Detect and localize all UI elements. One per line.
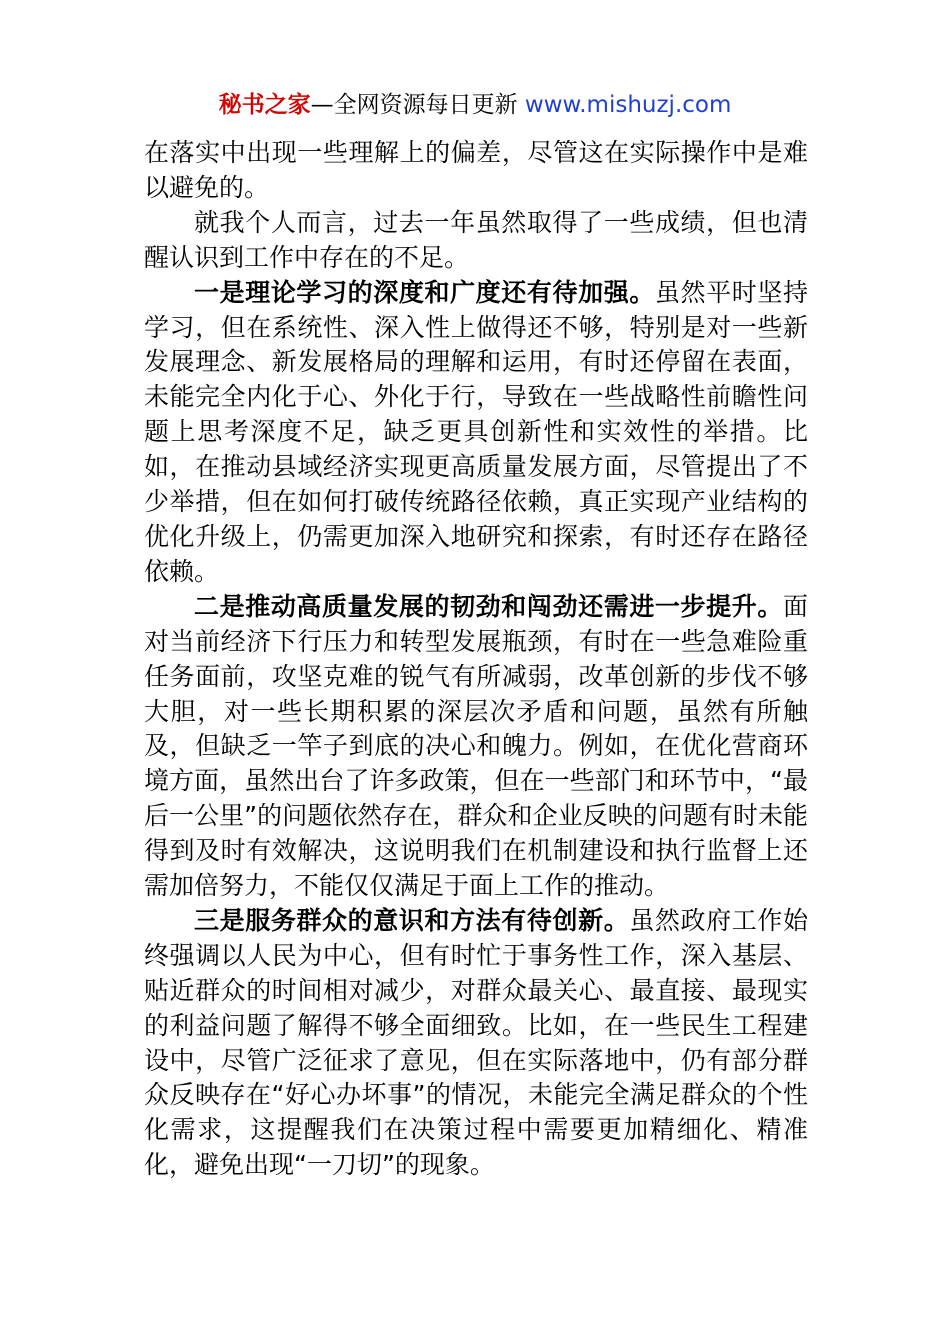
paragraph-intro [144,206,808,276]
paragraph-text: 面对当前经济下行压力和转型发展瓶颈，有时在一些急难险重任务面前，攻坚克难的锐气有所减弱，改革创新的步伐不够大胆，对一些长期积累的深层次矛盾和问题，虽然有所触及，但缺乏一竿子到底的决心和魄力。例如，在优化营商环境方面，虽然出台了许多政策，但在一些部门和环节中，“最后一公里”的问题依然存在，群众和企业反映的问题有时未能得到及时有效解决，这说明我们在机制建设和执行监督上还需加倍努力，不能仅仅满足于面上工作的推动。 [144,591,808,901]
paragraph-text: 虽然平时坚持学习，但在系统性、深入性上做得还不够，特别是对一些新发展理念、新发展格局的理解和运用，有时还停留在表面，未能完全内化于心、外化于行，导致在一些战略性前瞻性问题上思考深度不足，缺乏更具创新性和实效性的举措。比如，在推动县域经济实现更高质量发展方面，尽管提出了不少举措，但在如何打破传统路径依赖，真正实现产业结构的优化升级上，仍需更加深入地研究和探索，有时还存在路径依赖。 [144,277,808,586]
paragraph-text: 就我个人而言，过去一年虽然取得了一些成绩，但也清醒认识到工作中存在的不足。 [144,207,808,272]
paragraph-point-two [144,590,808,904]
header-brand: 秘书之家 [218,92,311,118]
paragraph-text: 虽然政府工作始终强调以人民为中心，但有时忙于事务性工作，深入基层、贴近群众的时间相对减少，对群众最关心、最直接、最现实的利益问题了解得不够全面细致。比如，在一些民生工程建设中，尽管广泛征求了意见，但在实际落地中，仍有部分群众反映存在“好心办坏事”的情况，未能完全满足群众的个性化需求，这提醒我们在决策过程中需要更加精细化、精准化，避免出现“一刀切”的现象。 [144,905,808,1180]
paragraph-continuation [144,136,808,206]
header-slogan: —全网资源每日更新 [310,92,525,118]
paragraph-point-three [144,904,808,1183]
paragraph-text: 在落实中出现一些理解上的偏差，尽管这在实际操作中是难以避免的。 [144,138,808,202]
paragraph-point-one [144,276,808,590]
paragraph-lead: 一是理论学习的深度和广度还有待加强。 [194,277,655,307]
paragraph-lead: 三是服务群众的意识和方法有待创新。 [194,905,630,935]
paragraph-lead: 二是推动高质量发展的韧劲和闯劲还需进一步提升。 [194,591,783,621]
document-body [144,136,808,1183]
page-header [0,88,950,122]
header-url-link[interactable]: www.mishuzj.com [524,92,732,118]
